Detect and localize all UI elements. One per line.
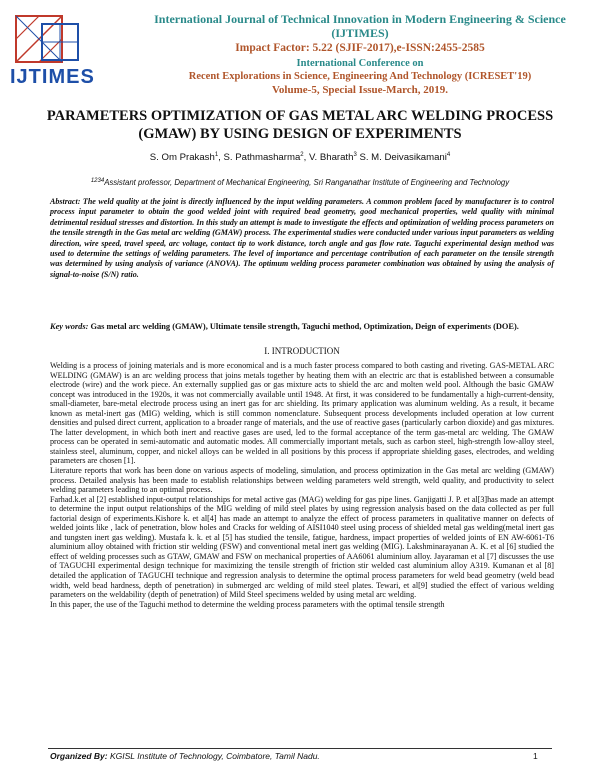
logo-text: IJTIMES bbox=[10, 66, 95, 88]
paragraph: Farhad.k.et al [2] established input-output relationships for metal active gas (MAG) welding for gas pipe lines. Ganjigatti J. P. et al[3]has made an attempt to determine the input output relationships of the MIG welding of mild steel plates by using regression analysis based on the data collected as per full factorial design of experiments.Kishore k. et al[4] has made an attempt to analyze the effect of process parameters in qualitative manner on defects of welded joints like , lack of penetration, blow holes and Cracks for welding of AISI1040 steel using process of shielded metal gas welding(metal inert gas and tungsten inert gas welding). Mustafa k. k. et al [5] has studied the tensile, fatigue, hardness, impact properties of welded joints of EN AW-6061-T6 aluminium alloy obtained with friction stir welding (FSW) and conventional metal inert gas welding (MIG). Lakshminarayanan A. K. et al [6] studied the effect of welding processes such as GTAW, GMAW and FSW on mechanical properties of AA6061 aluminium alloy. Jayaraman et al [7] discusses the use of TAGUCHI experimental design technique for maximizing the tensile strength of friction stir welded cast aluminium alloy A319. Kumanan et al [8] detailed the application of TAGUCHI technique and regression analysis to determine the optimal process parameters for weld bead geometry (weld bead width, weld bead hardness, depth of penetration) in submerged arc welding of mild steel plates. Tewari, et al[9] studied the effect of various welding parameters on the weldability (depth of penetration) of Mild Steel specimens welded by using metal arc welding. bbox=[50, 494, 554, 600]
paper-title: PARAMETERS OPTIMIZATION OF GAS METAL ARC WELDING PROCESS (GMAW) BY USING DESIGN OF EXPERIMENTS bbox=[46, 108, 554, 142]
author: S. Pathmasharma bbox=[223, 152, 301, 163]
impact-factor: Impact Factor: 5.22 (SJIF-2017),e-ISSN:2455-2585 bbox=[235, 42, 485, 54]
conference-label: International Conference on bbox=[296, 58, 424, 69]
paragraph: Literature reports that work has been done on various aspects of modeling, simulation, and process optimization in the Gas metal arc welding (GMAW) process. Detailed analysis has been made to establish relationships between welding parameters weld strength, weld quality, and productivity to select welding parameters leading to an optimal process. bbox=[50, 466, 554, 495]
author: S. M. Deivasikamani bbox=[359, 152, 447, 163]
affiliation: $^{1234}$Assistant professor, Department of Mechanical Engineering, Sri Ranganathar Institute of Engineering and Technology bbox=[90, 178, 510, 187]
page-number: 1 bbox=[533, 751, 538, 761]
author: V. Bharath bbox=[308, 152, 354, 163]
abstract: Abstract: The weld quality at the joint is directly influenced by the input welding parameters. A common problem faced by manufacturer is to control process input parameter to obtain the good welded joint with required bead geometry, good mechanical properties, weld quality with minimal detrimental residual stresses and distortion. In this study an attempt is made to investigate the effects and optimization of welding process parameters on the tensile strength in the Gas metal arc welding (GMAW) process. The experimental studies were conducted under various input parameters as welding direction, wire speed, travel speed, arc voltage, contact tip to work distance, torch angle and gas flow rate. Taguchi experimental design method was used to determine the settings of welding parameters. The level of importance and percentage contribution of each parameter on the tensile strength was determined by using analysis of variance (ANOVA). The optimum welding process parameter combination was obtained by using the analysis of signal-to-noise (S/N) ratio. bbox=[50, 197, 554, 279]
footer-label: Organized By: bbox=[50, 751, 108, 761]
section-heading: I. INTRODUCTION bbox=[264, 346, 340, 356]
footer bbox=[50, 751, 320, 761]
keywords bbox=[50, 322, 554, 333]
paragraph: In this paper, the use of the Taguchi method to determine the welding process parameters with the optimal tensile strength bbox=[50, 599, 445, 609]
keywords-text: Gas metal arc welding (GMAW), Ultimate tensile strength, Taguchi method, Optimization, Deign of experiments (DOE). bbox=[90, 322, 519, 331]
journal-logo bbox=[10, 10, 136, 88]
conference-name: Recent Explorations in Science, Engineering And Technology (ICRESET'19) bbox=[188, 71, 532, 82]
author: S. Om Prakash bbox=[149, 152, 215, 163]
logo-emblem-icon bbox=[14, 14, 82, 66]
body-text bbox=[50, 361, 554, 609]
footer-text: KGISL Institute of Technology, Coimbatore, Tamil Nadu. bbox=[110, 751, 320, 761]
paragraph: Welding is a process of joining materials and is more economical and is a much faster process compared to both casting and riveting. GAS-METAL ARC WELDING (GMAW) is an arc welding process that joins metals together by heating them with an electric arc that is established between a consumable electrode (wire) and the work piece. An externally supplied gas or gas mixture acts to shield the arc and molten weld pool. Although the basic GMAW concept was introduced in the 1920s, it was not commercially available until 1948. At first, it was considered to be fundamentally a high-current-density, small-diameter, bare-metal electrode process using an inert gas for arc shielding. Its primary application was aluminum welding. As a result, it became known as metal-inert gas (MIG) welding, which is still common nomenclature. Subsequent process developments included operation at low current densities and pulsed direct current, application to a broader range of materials, and the use of reactive gases (particularly carbon dioxide) and gas mixtures. The latter development, in which both inert and reactive gases are used, led to the formal acceptance of the term gas-metal arc welding. The GMAW process can be operated in semi-automatic and automatic modes. All commercially important metals, such as carbon steel, high-strength low-alloy steel, stainless steel, aluminum, copper, and nickel alloys can be welded in all positions by this process if appropriate shielding gases, electrodes, and welding parameters are chosen [1]. bbox=[50, 361, 554, 466]
author-list: S. Om Prakash$^1$, S. Pathmasharma$^2$, V. Bharath$^3$ S. M. Deivasikamani$^4$ bbox=[149, 152, 451, 163]
footer-divider bbox=[48, 748, 552, 749]
volume-info: Volume-5, Special Issue-March, 2019. bbox=[272, 84, 448, 96]
keywords-label: Key words: bbox=[50, 322, 89, 331]
journal-name: International Journal of Technical Innovation in Modern Engineering & Science (IJTIMES) bbox=[154, 12, 566, 40]
